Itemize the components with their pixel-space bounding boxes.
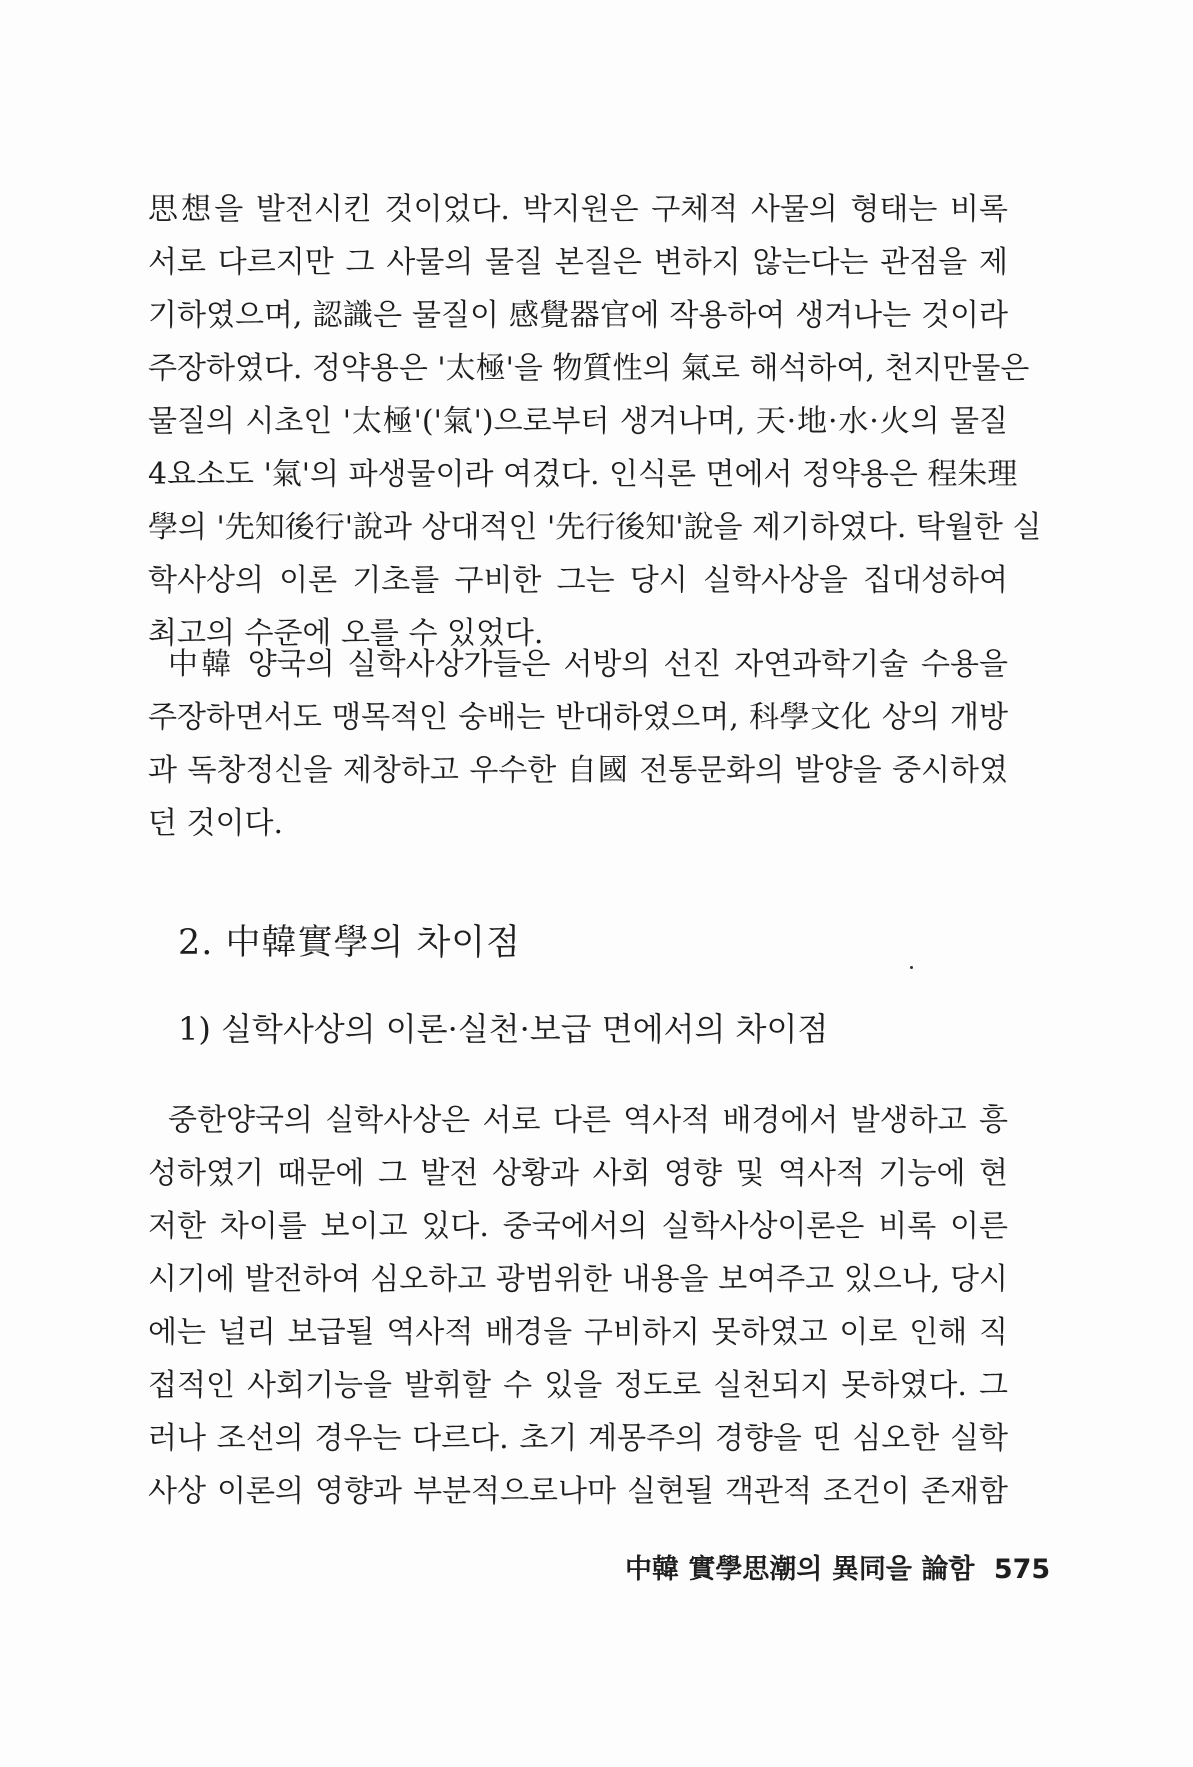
text-line: 學의 '先知後行'說과 상대적인 '先行後知'說을 제기하였다. 탁월한 실 <box>148 510 1042 545</box>
paragraph-1 <box>148 183 1042 660</box>
text-line: 중한양국의 실학사상은 서로 다른 역사적 배경에서 발생하고 흥 <box>168 1103 1008 1138</box>
text-line: 中韓 양국의 실학사상가들은 서방의 선진 자연과학기술 수용을 <box>168 647 1008 682</box>
text-line: 주장하였다. 정약용은 '太極'을 物質性의 氣로 해석하여, 천지만물은 <box>148 351 1030 386</box>
paragraph-3 <box>148 1094 1008 1518</box>
text-line: 주장하면서도 맹목적인 숭배는 반대하였으며, 科學文化 상의 개방 <box>148 700 1008 735</box>
text-line: 던 것이다. <box>148 806 283 841</box>
subsection-heading: 1) 실학사상의 이론·실천·보급 면에서의 차이점 <box>178 1010 829 1048</box>
text-line: 시기에 발전하여 심오하고 광범위한 내용을 보여주고 있으나, 당시 <box>148 1262 1008 1297</box>
text-line: 학사상의 이론 기초를 구비한 그는 당시 실학사상을 집대성하여 <box>148 563 1008 598</box>
running-title: 中韓 實學思潮의 異同을 論함 <box>625 1554 975 1585</box>
text-line: 에는 널리 보급될 역사적 배경을 구비하지 못하였고 이로 인해 직 <box>148 1315 1008 1350</box>
text-line: 물질의 시초인 '太極'('氣')으로부터 생겨나며, 天·地·水·火의 물질 <box>148 404 1008 439</box>
text-line: 사상 이론의 영향과 부분적으로나마 실현될 객관적 조건이 존재함 <box>148 1474 1008 1509</box>
text-line: 저한 차이를 보이고 있다. 중국에서의 실학사상이론은 비록 이른 <box>148 1209 1008 1244</box>
text-line: 思想을 발전시킨 것이었다. 박지원은 구체적 사물의 형태는 비록 <box>148 192 1008 227</box>
text-line: 과 독창정신을 제창하고 우수한 自國 전통문화의 발양을 중시하였 <box>148 753 1008 788</box>
text-line: 접적인 사회기능을 발휘할 수 있을 정도로 실천되지 못하였다. 그 <box>148 1368 1008 1403</box>
print-speck <box>910 966 913 969</box>
page-number: 575 <box>993 1554 1051 1585</box>
text-line: 성하였기 때문에 그 발전 상황과 사회 영향 및 역사적 기능에 현 <box>148 1156 1008 1191</box>
page-footer <box>625 1547 1050 1586</box>
text-line: 러나 조선의 경우는 다르다. 초기 계몽주의 경향을 띤 심오한 실학 <box>148 1421 1008 1456</box>
text-line: 최고의 수준에 오를 수 있었다. <box>148 616 544 651</box>
text-line: 서로 다르지만 그 사물의 물질 본질은 변하지 않는다는 관점을 제 <box>148 245 1008 280</box>
text-line: 4요소도 '氣'의 파생물이라 여겼다. 인식론 면에서 정약용은 程朱理 <box>148 457 1018 492</box>
text-line: 기하였으며, 認識은 물질이 感覺器官에 작용하여 생겨나는 것이라 <box>148 298 1008 333</box>
section-heading: 2. 中韓實學의 차이점 <box>178 923 521 963</box>
paragraph-2 <box>148 638 1008 850</box>
